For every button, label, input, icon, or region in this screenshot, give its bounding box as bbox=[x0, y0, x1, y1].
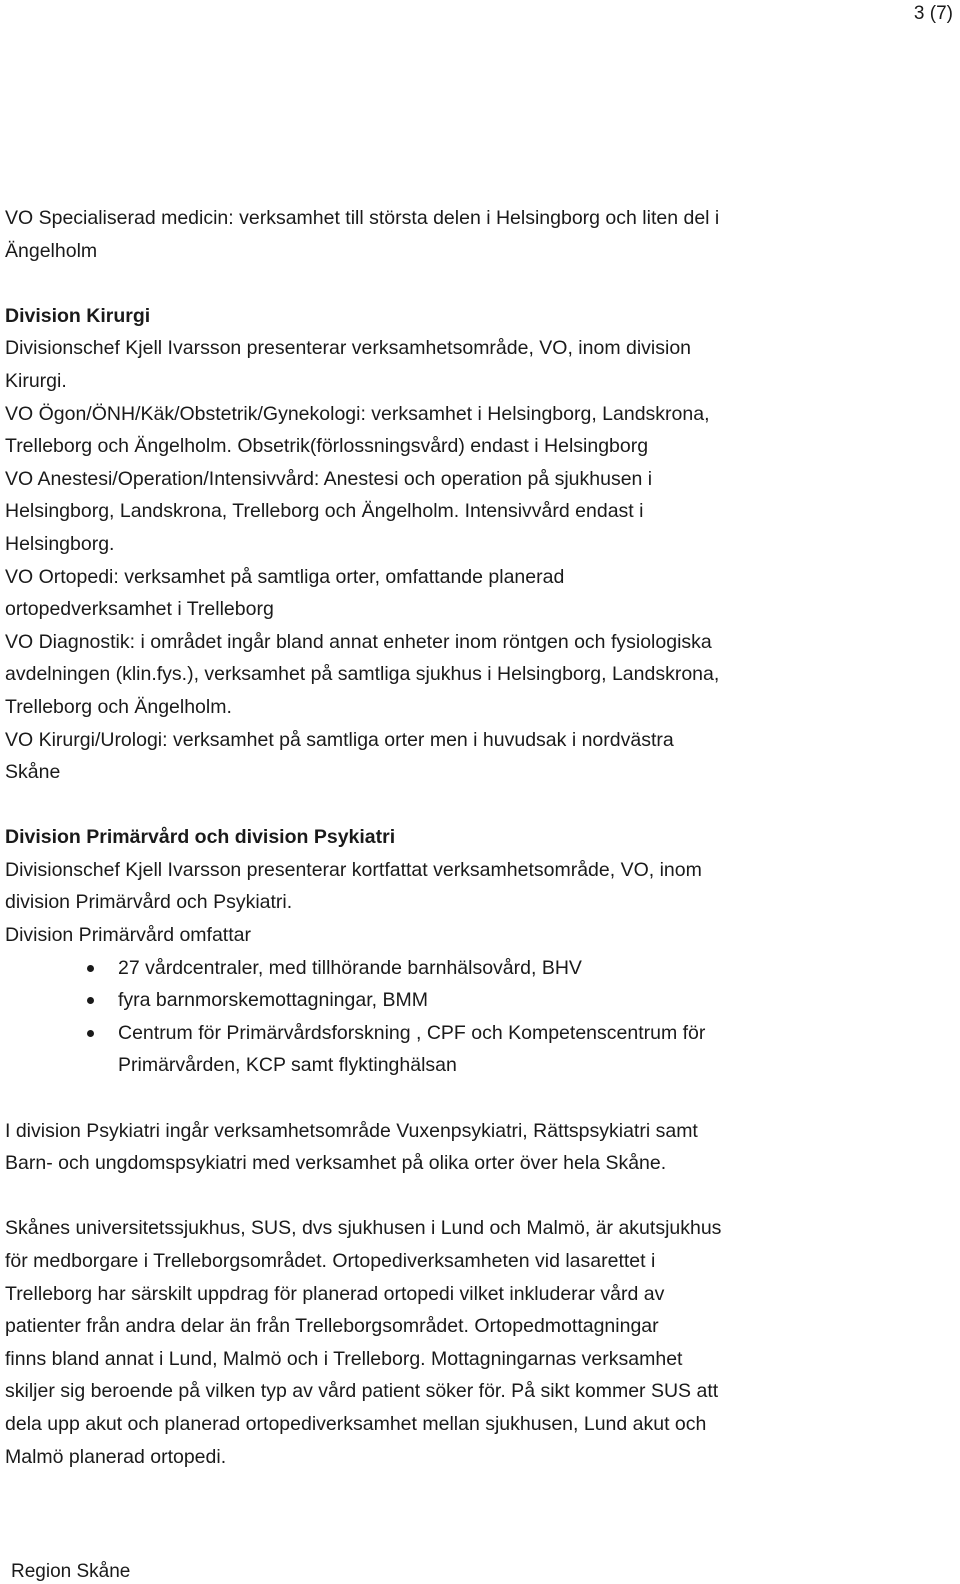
text-line: Divisionschef Kjell Ivarsson presenterar kortfattat verksamhetsområde, VO, inom bbox=[5, 858, 702, 881]
text-line: Skåne bbox=[5, 761, 61, 784]
text-line: dela upp akut och planerad ortopediverksamhet mellan sjukhusen, Lund akut och bbox=[5, 1412, 707, 1435]
bullet-icon bbox=[87, 965, 94, 972]
section-heading: Division Primärvård och division Psykiatri bbox=[5, 826, 396, 849]
text-line: skiljer sig beroende på vilken typ av vård patient söker för. På sikt kommer SUS att bbox=[5, 1380, 719, 1403]
text-line: finns bland annat i Lund, Malmö och i Trelleborg. Mottagningarnas verksamhet bbox=[5, 1347, 683, 1370]
text-line: Division Primärvård omfattar bbox=[5, 924, 251, 947]
text-line: I division Psykiatri ingår verksamhetsområde Vuxenpsykiatri, Rättspsykiatri samt bbox=[5, 1119, 698, 1142]
list-item-text: fyra barnmorskemottagningar, BMM bbox=[118, 989, 428, 1012]
text-line: Trelleborg har särskilt uppdrag för planerad ortopedi vilket inkluderar vård av bbox=[5, 1282, 665, 1305]
text-line: ortopedverksamhet i Trelleborg bbox=[5, 598, 274, 621]
text-line: Malmö planerad ortopedi. bbox=[5, 1445, 227, 1468]
footer-organization: Region Skåne bbox=[11, 1561, 131, 1582]
document-body bbox=[5, 202, 935, 1473]
text-line: VO Specialiserad medicin: verksamhet till största delen i Helsingborg och liten del i bbox=[5, 207, 720, 229]
text-line: VO Ögon/ÖNH/Käk/Obstetrik/Gynekologi: verksamhet i Helsingborg, Landskrona, bbox=[5, 402, 710, 425]
text-line: avdelningen (klin.fys.), verksamhet på samtliga sjukhus i Helsingborg, Landskrona, bbox=[5, 663, 720, 686]
bullet-list bbox=[5, 952, 935, 1082]
text-line: patienter från andra delar än från Trelleborgsområdet. Ortopedmottagningar bbox=[5, 1315, 659, 1338]
page-number: 3 (7) bbox=[913, 3, 953, 24]
text-line: Divisionschef Kjell Ivarsson presenterar verksamhetsområde, VO, inom division bbox=[5, 337, 692, 360]
text-line: Skånes universitetssjukhus, SUS, dvs sjukhusen i Lund och Malmö, är akutsjukhus bbox=[5, 1217, 722, 1240]
psykiatri-paragraph bbox=[5, 1115, 935, 1180]
text-line: division Primärvård och Psykiatri. bbox=[5, 891, 293, 914]
text-line: Barn- och ungdomspsykiatri med verksamhet på olika orter över hela Skåne. bbox=[5, 1152, 667, 1175]
list-item-text: 27 vårdcentraler, med tillhörande barnhälsovård, BHV bbox=[118, 956, 582, 979]
text-line: Kirurgi. bbox=[5, 369, 67, 392]
list-item bbox=[5, 984, 935, 1017]
bullet-icon bbox=[87, 1030, 94, 1037]
text-line: Helsingborg, Landskrona, Trelleborg och Ängelholm. Intensivvård endast i bbox=[5, 500, 644, 523]
list-item-text: Primärvården, KCP samt flyktinghälsan bbox=[118, 1054, 457, 1077]
text-line: VO Anestesi/Operation/Intensivvård: Anestesi och operation på sjukhusen i bbox=[5, 467, 653, 490]
sus-paragraph bbox=[5, 1212, 935, 1473]
text-line: Ängelholm bbox=[5, 239, 98, 262]
list-item-text: Centrum för Primärvårdsforskning , CPF och Kompetenscentrum för bbox=[118, 1021, 706, 1044]
text-line: för medborgare i Trelleborgsområdet. Ortopediverksamheten vid lasarettet i bbox=[5, 1250, 656, 1272]
section-heading: Division Kirurgi bbox=[5, 304, 151, 327]
bullet-icon bbox=[87, 997, 94, 1004]
text-line: Helsingborg. bbox=[5, 532, 115, 555]
text-line: VO Ortopedi: verksamhet på samtliga orter, omfattande planerad bbox=[5, 565, 565, 588]
text-line: VO Diagnostik: i området ingår bland annat enheter inom röntgen och fysiologiska bbox=[5, 630, 712, 653]
list-item bbox=[5, 1017, 935, 1082]
intro-paragraph bbox=[5, 202, 935, 267]
list-item bbox=[5, 952, 935, 985]
text-line: VO Kirurgi/Urologi: verksamhet på samtliga orter men i huvudsak i nordvästra bbox=[5, 728, 674, 751]
section-kirurgi bbox=[5, 300, 935, 789]
section-primarvard bbox=[5, 821, 935, 1082]
text-line: Trelleborg och Ängelholm. Obsetrik(förlossningsvård) endast i Helsingborg bbox=[5, 435, 649, 458]
text-line: Trelleborg och Ängelholm. bbox=[5, 695, 232, 718]
